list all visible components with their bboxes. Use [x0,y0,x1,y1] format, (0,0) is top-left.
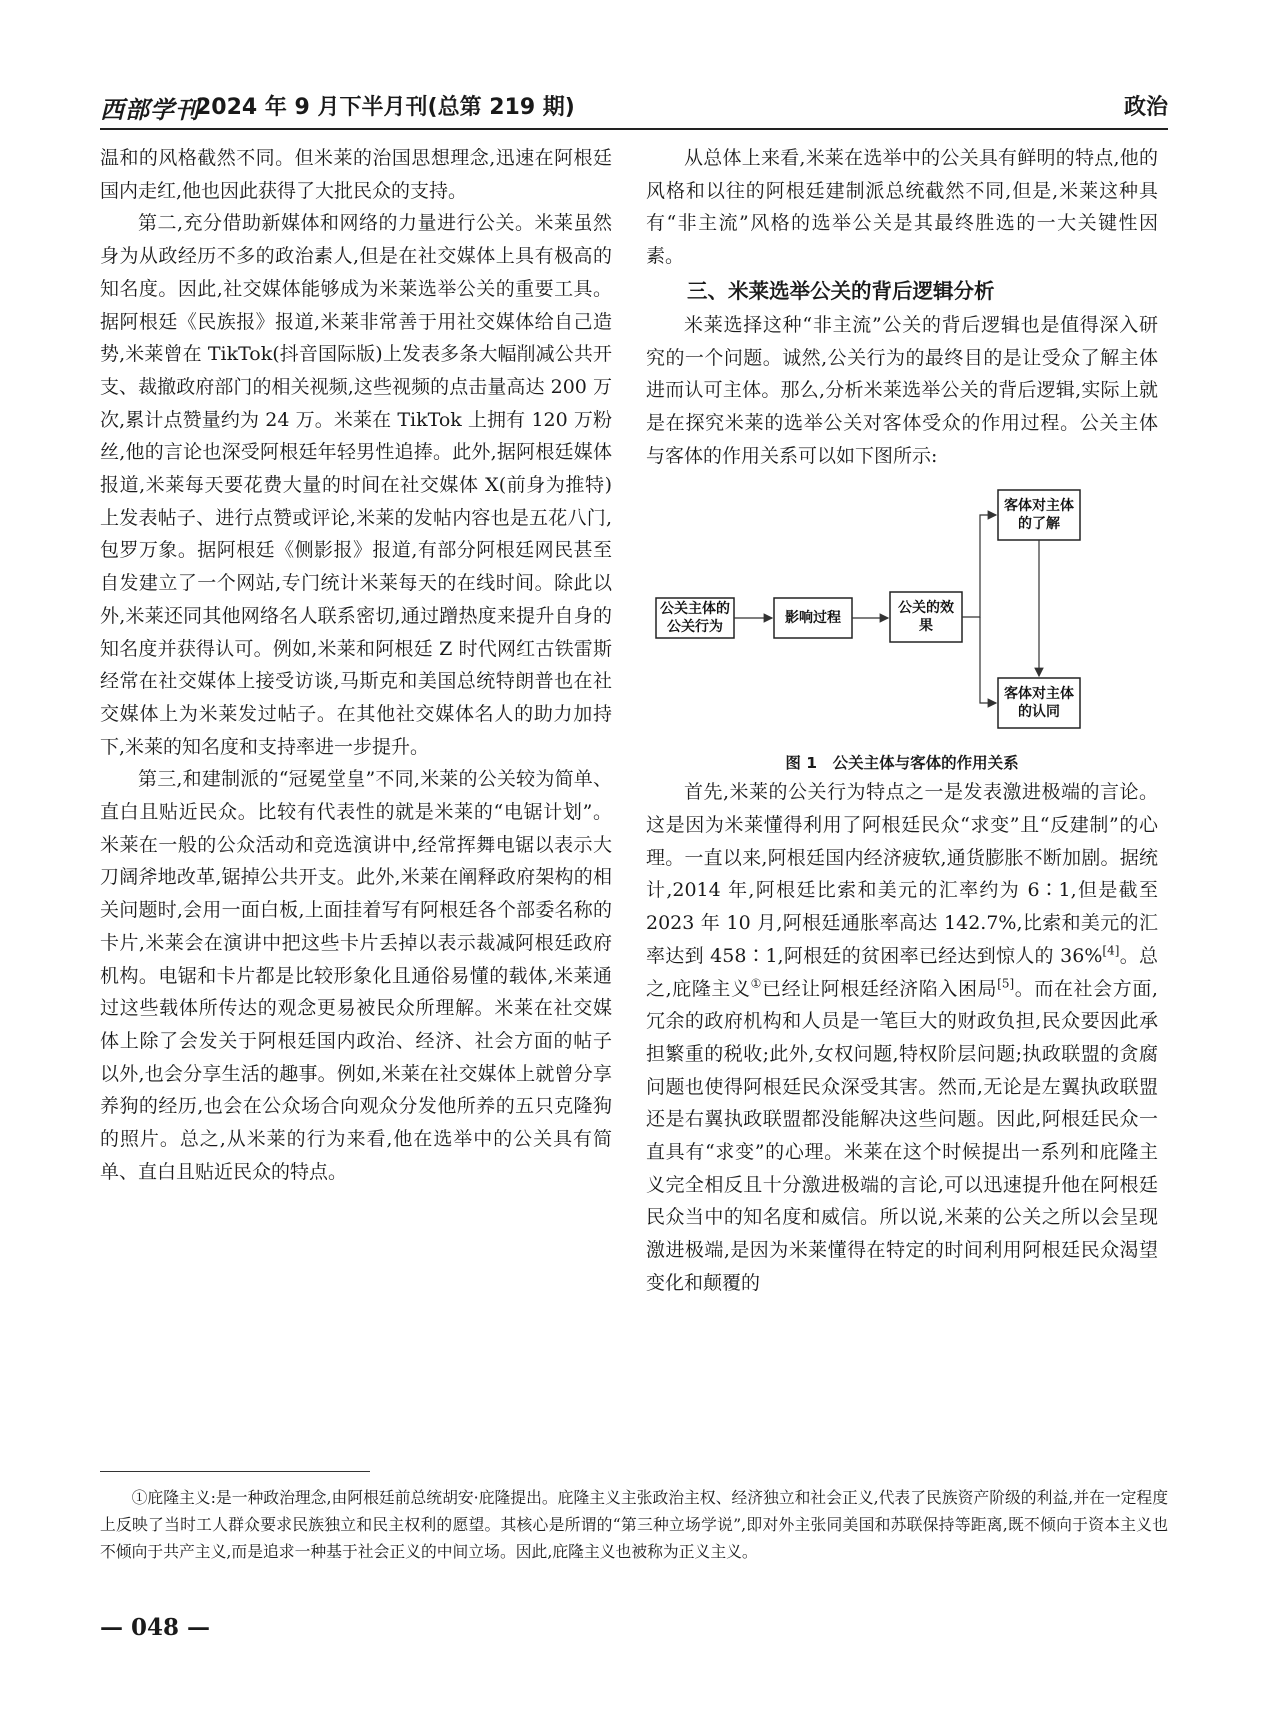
paragraph: 温和的风格截然不同。但米莱的治国思想理念,迅速在阿根廷国内走红,他也因此获得了大批民众的支持。 [100,147,612,202]
left-column [100,142,612,1189]
label-effect: 公关的效 果 [898,600,954,635]
paragraph: 从总体上来看,米莱在选举中的公关具有鲜明的特点,他的风格和以往的阿根廷建制派总统截然不同,但是,米莱这种具有“非主流”风格的选举公关是其最终胜选的一大关键性因素。 [646,147,1158,268]
section-label: 政治 [1123,95,1168,120]
issue-info: 2024 年 9 月下半月刊(总第 219 期) [196,95,575,120]
label-subject: 公关主体的 公关行为 [660,601,730,636]
footnote: ①庇隆主义:是一种政治理念,由阿根廷前总统胡安·庇隆提出。庇隆主义主张政治主权、经济独立和社会正义,代表了民族资产阶级的利益,并在一定程度上反映了当时工人群众要求民族独立和民主权利的愿望。其核心是所谓的“第三种立场学说”,即对外主张同美国和苏联保持等距离,既不倾向于资本主义也不倾向于共产主义,而是追求一种基于社会正义的中间立场。因此,庇隆主义也被称为正义主义。 [100,1488,1169,1561]
paragraph: 第三,和建制派的“冠冕堂皇”不同,米莱的公关较为简单、直白且贴近民众。比较有代表性的就是米莱的“电锯计划”。米莱在一般的公众活动和竞选演讲中,经常挥舞电锯以表示大刀阔斧地改革,锯掉公共开支。此外,米莱在阐释政府架构的相关问题时,会用一面白板,上面挂着写有阿根廷各个部委名称的卡片,米莱会在演讲中把这些卡片丢掉以表示裁减阿根廷政府机构。电锯和卡片都是比较形象化且通俗易懂的载体,米莱通过这些载体所传达的观念更易被民众所理解。米莱在社交媒体上除了会发关于阿根廷国内政治、经济、社会方面的帖子以外,也会分享生活的趣事。例如,米莱在社交媒体上就曾分享养狗的经历,也会在公众场合向观众分发他所养的五只克隆狗的照片。总之,从米莱的行为来看,他在选举中的公关具有简单、直白且贴近民众的特点。 [100,768,612,1183]
citation: [4] [1102,943,1120,958]
figure-caption: 图 1 公关主体与客体的作用关系 [785,754,1019,773]
footnote-divider [100,1471,370,1472]
label-approve: 客体对主体 的认同 [1004,686,1074,721]
label-process: 影响过程 [785,610,841,627]
text-run: 。而在社会方面,冗余的政府机构和人员是一笔巨大的财政负担,民众要因此承担繁重的税收;此外,女权问题,特权阶层问题;执政联盟的贪腐问题也使得阿根廷民众深受其害。然而,无论是左翼执政联盟还是右翼执政联盟都没能解决这些问题。因此,阿根廷民众一直具有“求变”的心理。米莱在这个时候提出一系列和庇隆主义完全相反且十分激进极端的言论,可以迅速提升他在阿根廷民众当中的知名度和威信。所以说,米莱的公关之所以会呈现激进极端,是因为米莱懂得在特定的时间利用阿根廷民众渴望变化和颠覆的 [646,977,1158,1294]
text-run: 。总之,庇隆主义 [646,944,1158,1000]
section-heading: 三、米莱选举公关的背后逻辑分析 [687,278,995,303]
label-understand: 客体对主体 的了解 [1004,498,1074,533]
text-run: 已经让阿根廷经济陷入困局 [761,977,998,1000]
paragraph [646,776,1158,1299]
right-column [646,142,1158,1300]
footnote-marker: ① [750,976,762,991]
arrow-effect-approve [980,617,996,703]
paragraph: 米莱选择这种“非主流”公关的背后逻辑也是值得深入研究的一个问题。诚然,公关行为的最终目的是让受众了解主体进而认可主体。那么,分析米莱选举公关的背后逻辑,实际上就是在探究米莱的选举公关对客体受众的作用过程。公关主体与客体的作用关系可以如下图所示: [646,313,1158,467]
paragraph: 第二,充分借助新媒体和网络的力量进行公关。米莱虽然身为从政经历不多的政治素人,但是在社交媒体上具有极高的知名度。因此,社交媒体能够成为米莱选举公关的重要工具。据阿根廷《民族报》报道,米莱非常善于用社交媒体给自己造势,米莱曾在 TikTok(抖音国际版)上发表多条大幅削减公共开支、裁撤政府部门的相关视频,这些视频的点击量高达 200 万次,累计点赞量约为 24 万。米莱在 TikTok 上拥有 120 万粉丝,他的言论也深受阿根廷年轻男性追捧。此外,据阿根廷媒体报道,米莱每天要花费大量的时间在社交媒体 X(前身为推特)上发表帖子、进行点赞或评论,米莱的发帖内容也是五花八门,包罗万象。据阿根廷《侧影报》报道,有部分阿根廷网民甚至自发建立了一个网站,专门统计米莱每天的在线时间。除此以外,米莱还同其他网络名人联系密切,通过蹭热度来提升自身的知名度并获得认可。例如,米莱和阿根廷 Z 时代网红古铁雷斯经常在社交媒体上接受访谈,马斯克和美国总统特朗普也在社交媒体上为米莱发过帖子。在其他社交媒体名人的助力加持下,米莱的知名度和支持率进一步提升。 [100,212,612,758]
arrow-effect-understand [962,515,996,617]
page-number: — 048 — [100,1614,211,1641]
text-run: 首先,米莱的公关行为特点之一是发表激进极端的言论。这是因为米莱懂得利用了阿根廷民众“求变”且“反建制”的心理。一直以来,阿根廷国内经济疲软,通货膨胀不断加剧。据统计,2014 年,阿根廷比索和美元的汇率约为 6∶1,但是截至 2023 年 10 月,阿根廷通胀率高达 142.7%,比索和美元的汇率达到 458∶1,阿根廷的贫困率已经达到惊人的 36% [646,781,1158,967]
journal-logo: 西部学刊 [100,95,200,124]
page-header [100,84,1168,130]
citation: [5] [997,976,1015,991]
figure-diagram [646,480,1158,750]
